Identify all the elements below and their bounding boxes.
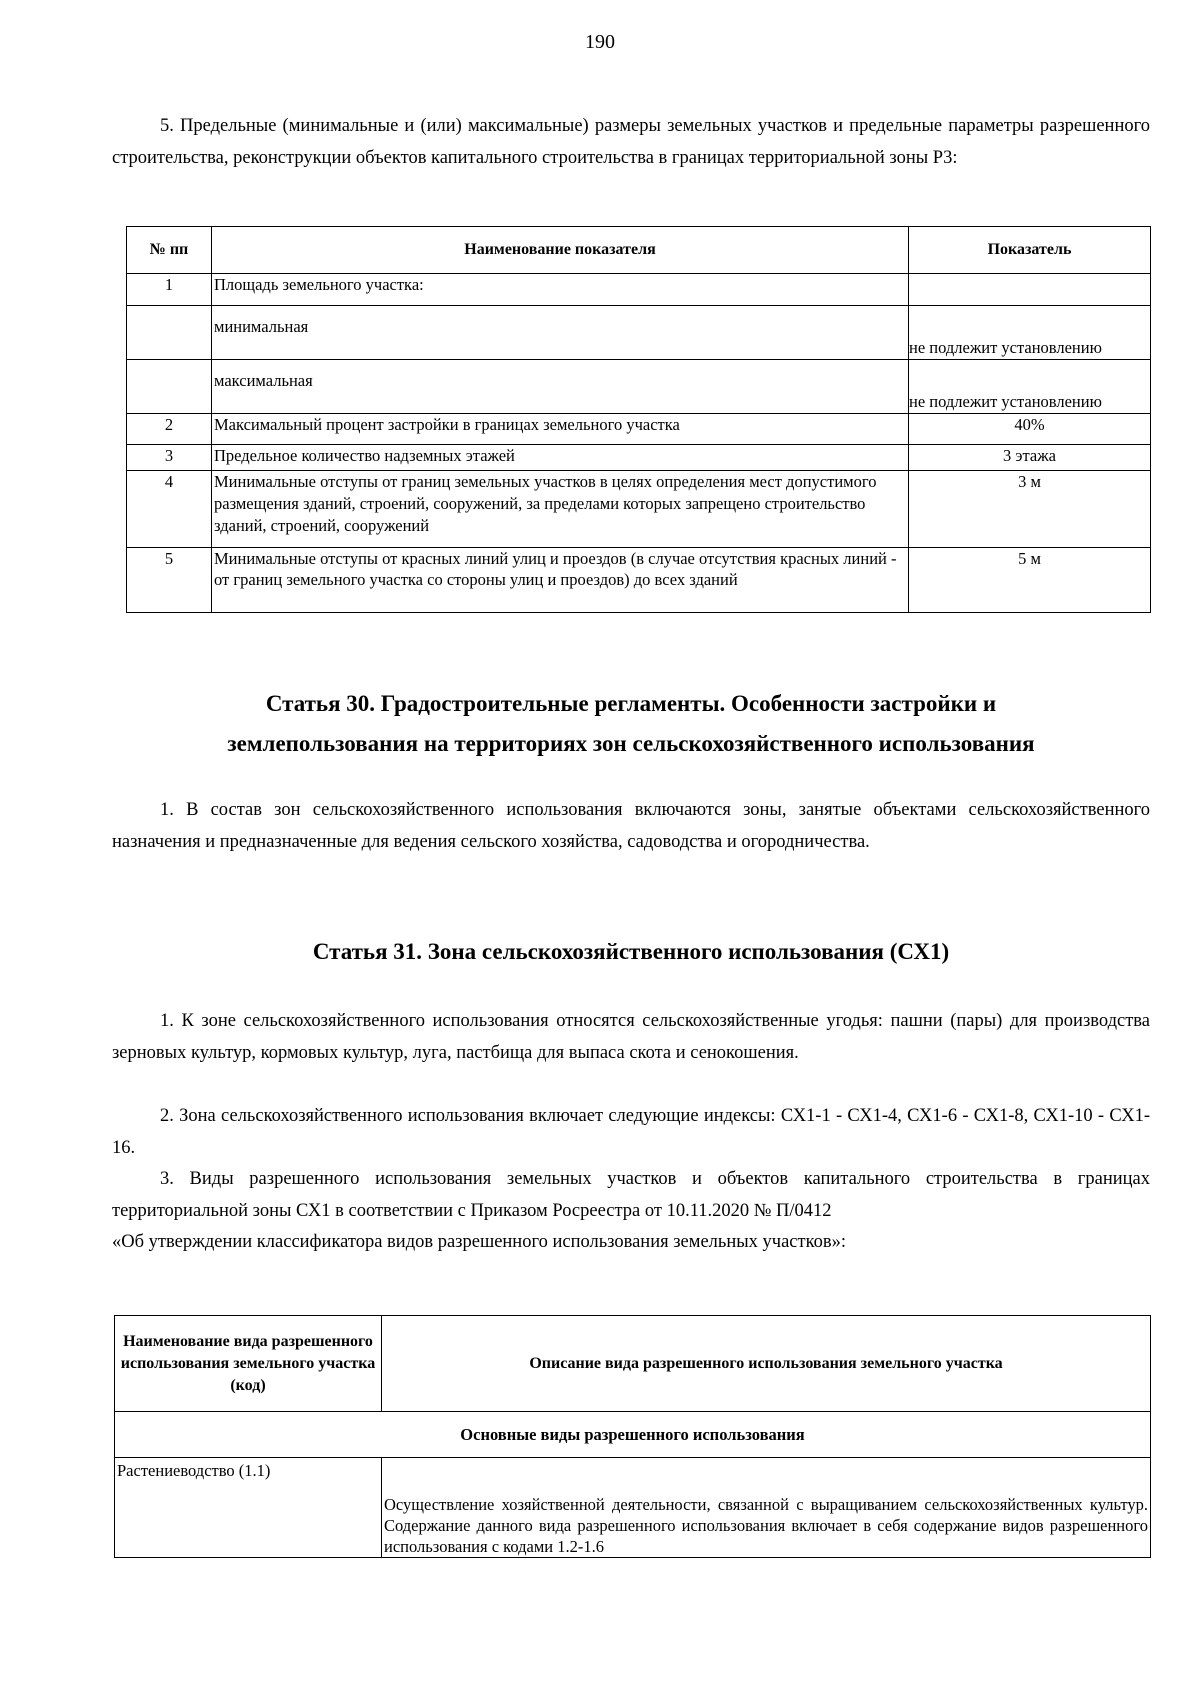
article-31-paragraph-2: 2. Зона сельскохозяйственного использования включает следующие индексы: СХ1-1 - СХ1-4, СХ1-6 - СХ1-8, СХ1-10 - СХ1-16. bbox=[112, 1106, 1150, 1158]
intro-paragraph: 5. Предельные (минимальные и (или) максимальные) размеры земельных участков и предельные параметры разрешенного строительства, реконструкции объектов капитального строительства в границах территориальной зоны Р3: bbox=[112, 116, 1150, 168]
row-num bbox=[127, 306, 212, 360]
article-31-paragraph-3-end: «Об утверждении классификатора видов разрешенного использования земельных участков»: bbox=[112, 1232, 847, 1252]
table-row bbox=[115, 1458, 1151, 1558]
row-num: 4 bbox=[127, 471, 212, 548]
row-num bbox=[127, 360, 212, 414]
header-use-description: Описание вида разрешенного использования земельного участка bbox=[382, 1316, 1151, 1412]
page-number: 190 bbox=[585, 31, 615, 53]
row-num: 5 bbox=[127, 548, 212, 613]
table-row bbox=[127, 360, 1151, 414]
row-num: 1 bbox=[127, 274, 212, 306]
row-value: не подлежит установлению bbox=[909, 306, 1151, 360]
article-31-heading: Статья 31. Зона сельскохозяйственного использования (СХ1) bbox=[312, 939, 950, 964]
header-use-name: Наименование вида разрешенного использования земельного участка (код) bbox=[115, 1316, 382, 1412]
article-31-paragraph-1: 1. К зоне сельскохозяйственного использования относятся сельскохозяйственные угодья: пашни (пары) для производства зерновых культур, кормовых культур, луга, пастбища для выпаса скота и сенокошения. bbox=[112, 1011, 1150, 1063]
params-table bbox=[126, 226, 1151, 613]
row-value: 40% bbox=[909, 414, 1151, 445]
article-30-heading-line1: Статья 30. Градостроительные регламенты. Особенности застройки и bbox=[265, 691, 997, 716]
header-value: Показатель bbox=[909, 227, 1151, 274]
row-value: 3 этажа bbox=[909, 445, 1151, 471]
article-31-paragraph-3: 3. Виды разрешенного использования земельных участков и объектов капитального строительства в границах территориальной зоны СХ1 в соответствии с Приказом Росреестра от 10.11.2020 № П/0412 bbox=[112, 1169, 1150, 1221]
article-30-heading bbox=[112, 684, 1150, 764]
header-num: № пп bbox=[127, 227, 212, 274]
header-name: Наименование показателя bbox=[212, 227, 909, 274]
row-name: Минимальные отступы от границ земельных участков в целях определения мест допустимого размещения зданий, строений, сооружений, за пределами которых запрещено строительство зданий, строений, сооружений bbox=[212, 471, 909, 548]
row-num: 2 bbox=[127, 414, 212, 445]
use-name: Растениеводство (1.1) bbox=[115, 1458, 382, 1558]
row-name: Минимальные отступы от красных линий улиц и проездов (в случае отсутствия красных линий - от границ земельного участка со стороны улиц и проездов) до всех зданий bbox=[212, 548, 909, 613]
row-name: минимальная bbox=[212, 306, 909, 360]
table-row bbox=[127, 414, 1151, 445]
table-row bbox=[127, 306, 1151, 360]
row-value bbox=[909, 274, 1151, 306]
table-row bbox=[127, 274, 1151, 306]
table-row bbox=[127, 548, 1151, 613]
row-name: Максимальный процент застройки в границах земельного участка bbox=[212, 414, 909, 445]
table-row bbox=[127, 445, 1151, 471]
article-30-heading-line2: землепользования на территориях зон сельскохозяйственного использования bbox=[227, 731, 1035, 756]
section-title: Основные виды разрешенного использования bbox=[115, 1412, 1151, 1458]
row-value: не подлежит установлению bbox=[909, 360, 1151, 414]
uses-table bbox=[114, 1315, 1151, 1558]
row-name: Предельное количество надземных этажей bbox=[212, 445, 909, 471]
table-row bbox=[127, 471, 1151, 548]
uses-table-header bbox=[115, 1316, 1151, 1412]
row-value: 5 м bbox=[909, 548, 1151, 613]
uses-section-row bbox=[115, 1412, 1151, 1458]
use-description: Осуществление хозяйственной деятельности, связанной с выращиванием сельскохозяйственных культур. Содержание данного вида разрешенного использования включает в себя содержание видов разрешенного использования с кодами 1.2-1.6 bbox=[382, 1458, 1151, 1558]
row-name: максимальная bbox=[212, 360, 909, 414]
row-num: 3 bbox=[127, 445, 212, 471]
params-table-header bbox=[127, 227, 1151, 274]
row-value: 3 м bbox=[909, 471, 1151, 548]
article-30-paragraph: 1. В состав зон сельскохозяйственного использования включаются зоны, занятые объектами сельскохозяйственного назначения и предназначенные для ведения сельского хозяйства, садоводства и огородничества. bbox=[112, 800, 1150, 852]
row-name: Площадь земельного участка: bbox=[212, 274, 909, 306]
